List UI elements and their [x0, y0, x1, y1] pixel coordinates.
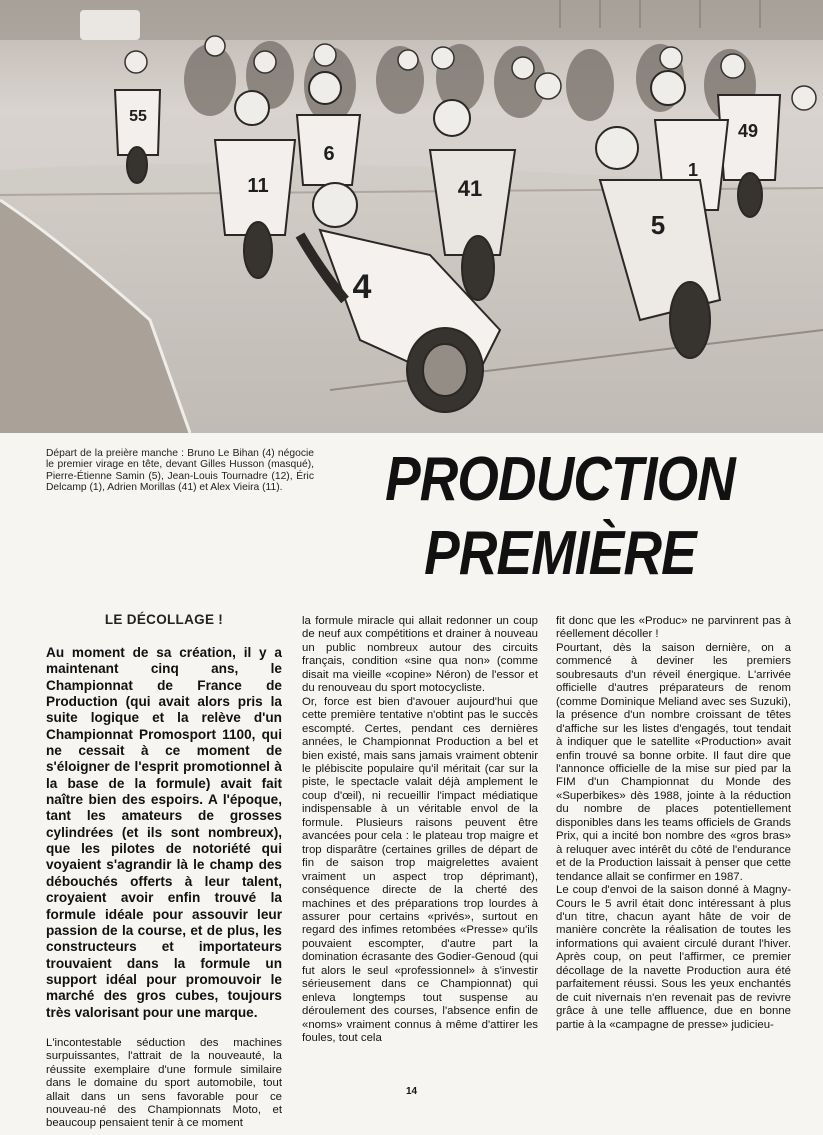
- bike-number-5: 5: [650, 210, 666, 240]
- section-heading: LE DÉCOLLAGE !: [104, 612, 224, 627]
- body-paragraph-5: Pourtant, dès la saison dernière, on a commencé à deviner les premiers soubresauts d'un réveil énergique. L'arrivée officielle d'autres préparateurs de renom (comme Dominique Meliand avec ses Suzuki), la présence d'un nombre croissant de têtes d'affiche sur les listes d'engagés, tout tendait à indiquer que le satellite «Production» avait enfin trouvé sa bonne orbite. Il faut dire que l'annonce officielle de la mise sur pied par la FIM d'un Championnat du Monde des «Superbikes» dès 1988, jointe à la réduction du nombre de places potentiellement disponibles dans les teams officiels de Grands Prix, qui a incité bon nombre des «gros bras» à reluquer avec intérêt du côté de l'endurance et de la Production laissait à penser que cette tendance allait se confirmer en 1987.: [556, 641, 791, 883]
- intro-paragraph: Au moment de sa création, il y a maintenant cinq ans, le Championnat de France de Production (qui avait alors pris la suite logique et la relève d'un Championnat Promosport 1100, qui ne cessait à ce moment de s'éloigner de l'esprit promotionnel à la base de la formule) avait fait naître bien des espoirs. A l'époque, tant les amateurs de grosses cylindrées (et ils sont nombreux), que les pilotes de notoriété qui voyaient s'agrandir là le champ des débouchés offerts à leur talent, croyaient avoir enfin trouvé la formule idéale pour assouvir leur passion de la course, et de plus, les constructeurs et importateurs trouvaient dans la formule un support idéal pour promouvoir le marché des gros cubes, toujours très valorisant pour une marque.: [46, 645, 282, 1020]
- photo-caption: Départ de la preière manche : Bruno Le Bihan (4) négocie le premier virage en tête, devant Gilles Husson (masqué), Pierre-Étienne Samin (5), Jean-Louis Tournadre (12), Éric Delcamp (1), Adrien Morillas (41) et Alex Vieira (11).: [46, 448, 314, 494]
- page-number: 14: [405, 1086, 418, 1097]
- body-paragraph-1: L'incontestable séduction des machines surpuissantes, l'attrait de la nouveauté, la réussite exemplaire d'une formule similaire dans le domaine du sport automobile, tout allait dans un sens favorable pour ce nouveau-né des Championnats Moto, et beaucoup pensaient tenir à ce moment: [46, 1036, 282, 1130]
- body-paragraph-2: la formule miracle qui allait redonner un coup de neuf aux compétitions et drainer à nouveau un public nombreux autour des circuits français, condition «sine qua non» (comme disait ma vieille «copine» Néron) de l'essor et du renouveau du sport motocycliste.: [302, 615, 538, 695]
- body-paragraph-4: fit donc que les «Produc» ne parvinrent pas à réellement décoller !: [556, 615, 791, 641]
- bike-number-1: 1: [687, 160, 699, 180]
- bike-number-6: 6: [323, 143, 335, 165]
- bike-number-49: 49: [737, 121, 759, 141]
- bike-number-4: 4: [352, 268, 372, 306]
- bike-number-55: 55: [129, 108, 147, 125]
- body-paragraph-6: Le coup d'envoi de la saison donné à Magny-Cours le 5 avril était donc intéressant à plus d'un titre, chacun ayant hâte de voir de manière concrète la réalisation de toutes les informations qui avaient circulé durant l'hiver. Après coup, on peut l'affirmer, ce premier décollage de la navette Production aura été parfaitement réussi. Sous les yeux enchantés de cuit nivernais n'en revenait pas de revivre grâce à une telle affluence, due en bonne partie à la «campagne de presse» judicieu-: [556, 884, 791, 1031]
- column-1: [46, 612, 282, 1131]
- column-3: [556, 615, 791, 1032]
- article-title: [330, 445, 790, 588]
- title-line-2: PREMIÈRE: [424, 519, 696, 588]
- title-line-1: PRODUCTION: [385, 445, 735, 514]
- race-photo: [0, 0, 823, 433]
- body-paragraph-3: Or, force est bien d'avouer aujourd'hui que cette première tentative n'obtint pas le succès escompté. Certes, pendant ces dernières années, le Championnat Production a bel et bien existé, mais sans jamais vraiment obtenir le plébiscite populaire qu'il méritait (car sur la piste, le spectacle valait déjà amplement le coup d'œil), ni recueillir l'impact médiatique indispensable à un véritable envol de la formule. Plusieurs raisons peuvent être avancées pour cela : le plateau trop maigre et trop disparâtre (certaines grilles de départ de fin de saison trop maigrelettes avaient vraiment un aspect trop déprimant), conséquence directe de la cherté des machines et des préparations trop lourdes à assurer pour certains «privés», surtout en regard des infimes retombées «Presse» qu'ils pouvaient escompter, d'autre part la domination écrasante des Godier-Genoud (qui fut alors le seul «professionnel» à s'investir sérieusement dans ce Championnat) qui enleva longtemps tout suspense au déroulement des courses, l'absence enfin de «noms» vraiment connus à même d'attirer les foules, tout cela: [302, 695, 538, 1045]
- motorcycle-race-photo-icon: [0, 0, 823, 433]
- bike-number-41: 41: [457, 176, 483, 201]
- column-2: [302, 615, 538, 1046]
- bike-number-11: 11: [247, 175, 269, 197]
